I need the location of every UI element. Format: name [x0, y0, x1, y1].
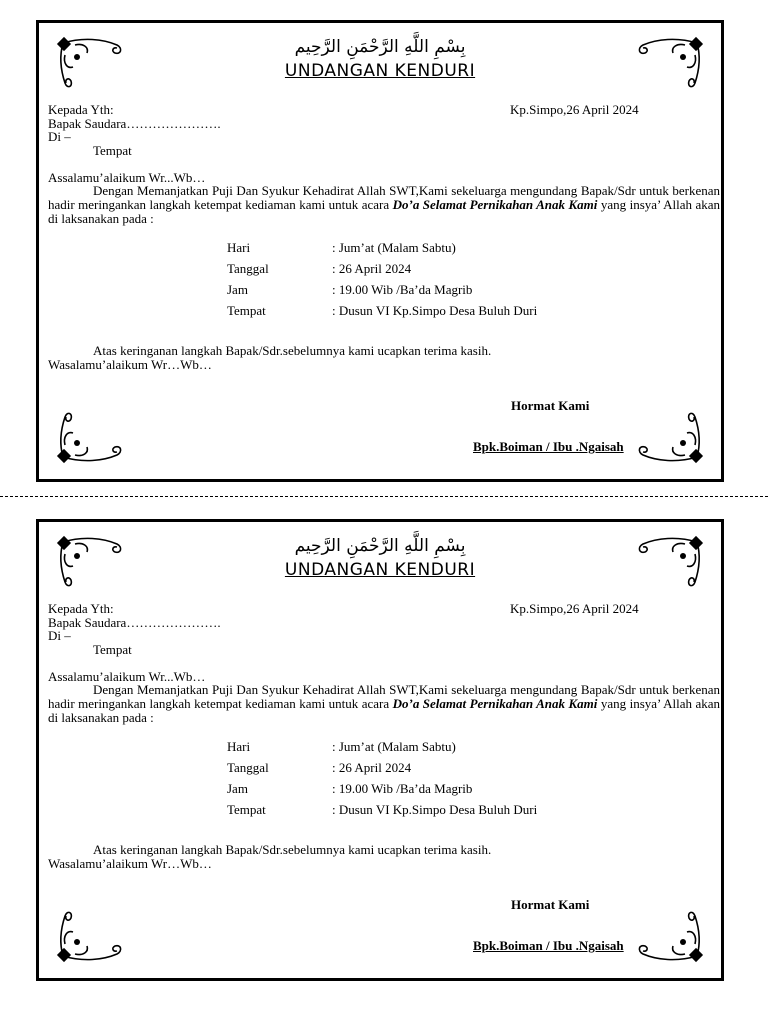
event-name: Do’a Selamat Pernikahan Anak Kami: [392, 197, 598, 212]
body-before: Dengan Memanjatkan Puji Dan Syukur Kehadirat Allah SWT,Kami sekeluarga mengundang Bapak/Sdr untuk berkenan hadir meringankan langkah ketempat kediaman kami untuk acara: [48, 183, 720, 212]
detail-value-jam: : 19.00 Wib /Ba’da Magrib: [332, 781, 473, 796]
detail-label-hari: Hari: [227, 739, 251, 754]
closing-text: Atas keringanan langkah Bapak/Sdr.sebelumnya kami ucapkan terima kasih.: [93, 842, 492, 857]
farewell: Wasalamu’alaikum Wr…Wb…: [48, 357, 212, 372]
cut-line: [0, 496, 768, 497]
to-label: Kepada Yth:: [48, 102, 114, 117]
recipient: Bapak Saudara………………….: [48, 116, 221, 131]
detail-value-tempat: : Dusun VI Kp.Simpo Desa Buluh Duri: [332, 303, 538, 318]
body-paragraph: [48, 683, 720, 725]
detail-label-tempat: Tempat: [227, 802, 266, 817]
to-label: Kepada Yth:: [48, 601, 114, 616]
detail-label-jam: Jam: [227, 282, 248, 297]
detail-label-jam: Jam: [227, 781, 248, 796]
body-paragraph: [48, 184, 720, 226]
closing-text: Atas keringanan langkah Bapak/Sdr.sebelumnya kami ucapkan terima kasih.: [93, 343, 492, 358]
detail-value-hari: : Jum’at (Malam Sabtu): [332, 240, 456, 255]
event-name: Do’a Selamat Pernikahan Anak Kami: [392, 696, 598, 711]
bismillah-heading: بِسْمِ اللَّهِ الرَّحْمَنِ الرَّحِيم: [294, 37, 466, 57]
detail-value-tanggal: : 26 April 2024: [332, 760, 412, 775]
detail-value-tempat: : Dusun VI Kp.Simpo Desa Buluh Duri: [332, 802, 538, 817]
corner-swirl-icon: [633, 906, 707, 966]
address-place: Tempat: [93, 642, 132, 657]
body-before: Dengan Memanjatkan Puji Dan Syukur Kehadirat Allah SWT,Kami sekeluarga mengundang Bapak/Sdr untuk berkenan hadir meringankan langkah ketempat kediaman kami untuk acara: [48, 682, 720, 711]
body-after: yang insya’ Allah akan di laksanakan pada :: [48, 197, 721, 226]
invitation-title: UNDANGAN KENDURI: [284, 560, 476, 580]
detail-value-hari: : Jum’at (Malam Sabtu): [332, 739, 456, 754]
invitation-card-top: [36, 20, 724, 482]
detail-value-tanggal: : 26 April 2024: [332, 261, 412, 276]
farewell: Wasalamu’alaikum Wr…Wb…: [48, 856, 212, 871]
recipient: Bapak Saudara………………….: [48, 615, 221, 630]
regards: Hormat Kami: [511, 398, 590, 413]
detail-value-jam: : 19.00 Wib /Ba’da Magrib: [332, 282, 473, 297]
signature: Bpk.Boiman / Ibu .Ngaisah: [473, 938, 624, 953]
signature: Bpk.Boiman / Ibu .Ngaisah: [473, 439, 624, 454]
corner-swirl-icon: [53, 906, 127, 966]
bismillah-heading: بِسْمِ اللَّهِ الرَّحْمَنِ الرَّحِيم: [294, 536, 466, 556]
greeting: Assalamu’alaikum Wr...Wb…: [48, 669, 206, 684]
detail-label-tanggal: Tanggal: [227, 261, 269, 276]
invitation-card-bottom: [36, 519, 724, 981]
place-date: Kp.Simpo,26 April 2024: [510, 102, 639, 117]
detail-label-tanggal: Tanggal: [227, 760, 269, 775]
di-label: Di –: [48, 628, 71, 643]
corner-swirl-icon: [53, 407, 127, 467]
body-after: yang insya’ Allah akan di laksanakan pada :: [48, 696, 721, 725]
regards: Hormat Kami: [511, 897, 590, 912]
detail-label-hari: Hari: [227, 240, 251, 255]
detail-label-tempat: Tempat: [227, 303, 266, 318]
invitation-title: UNDANGAN KENDURI: [284, 61, 476, 81]
place-date: Kp.Simpo,26 April 2024: [510, 601, 639, 616]
greeting: Assalamu’alaikum Wr...Wb…: [48, 170, 206, 185]
di-label: Di –: [48, 129, 71, 144]
address-place: Tempat: [93, 143, 132, 158]
corner-swirl-icon: [633, 407, 707, 467]
